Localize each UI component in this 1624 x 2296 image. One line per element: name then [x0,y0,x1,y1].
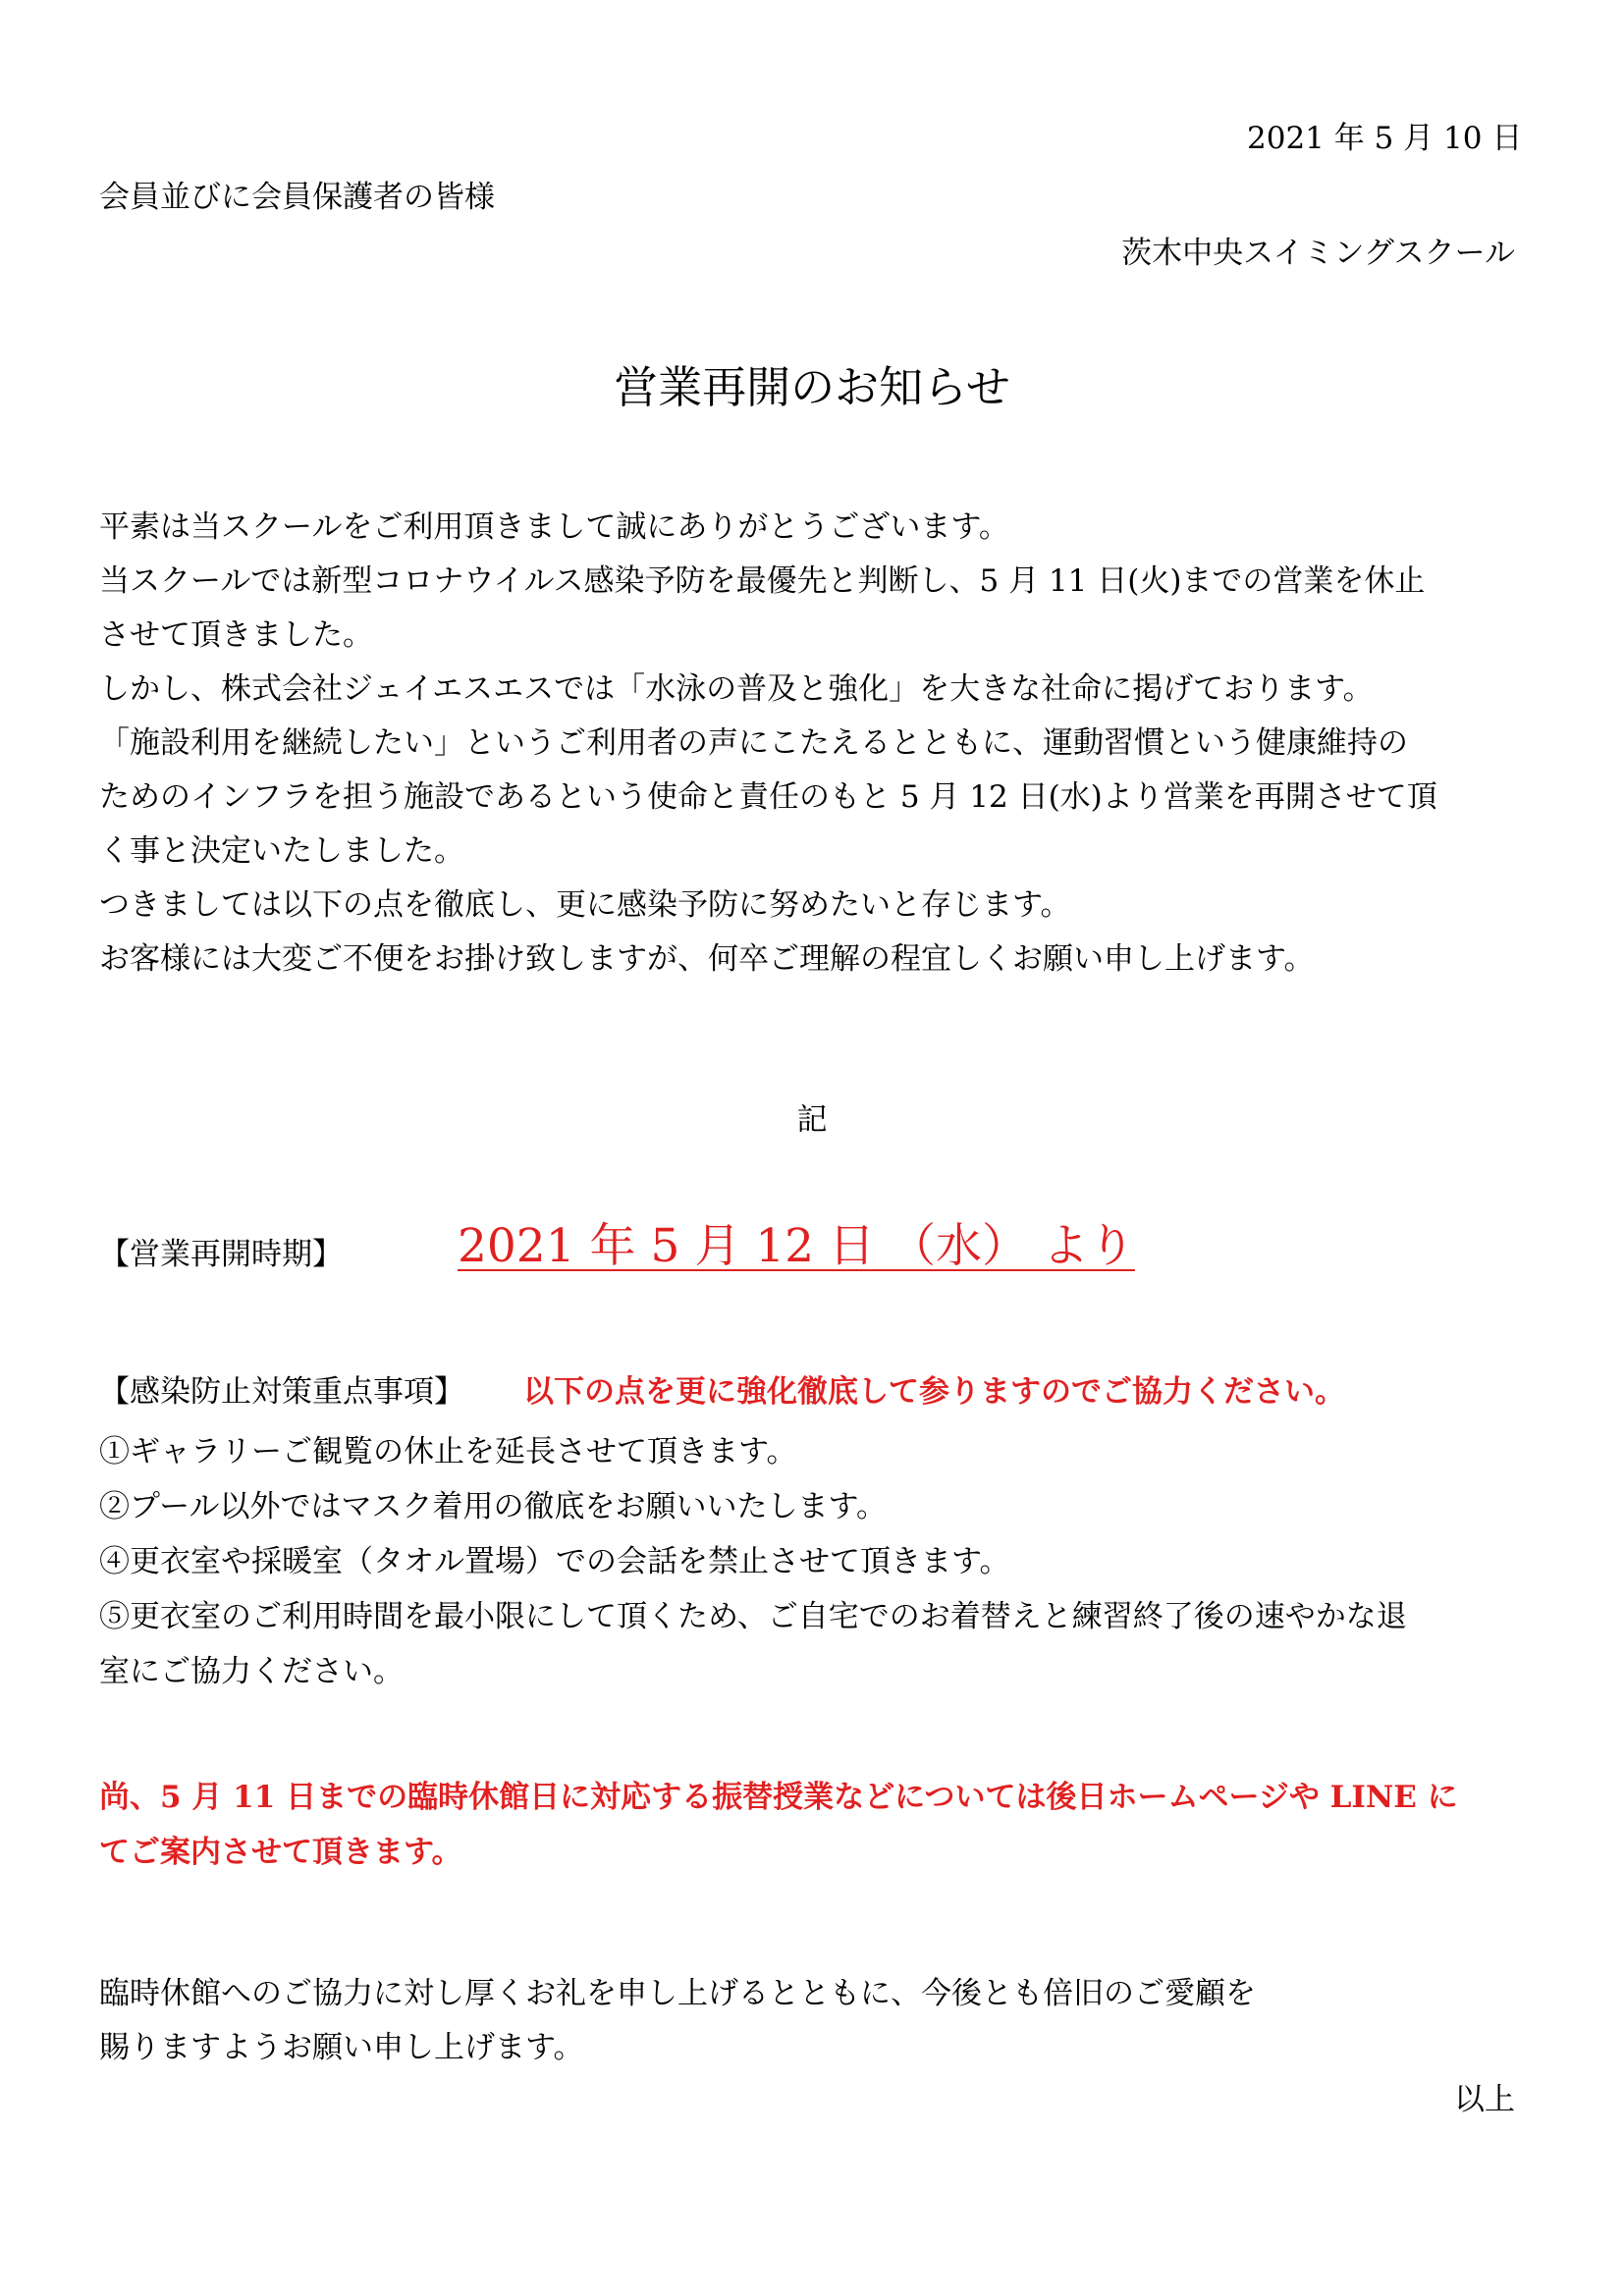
measure-item-continued: 室にご協力ください。 [99,1654,404,1689]
body-line: つきましては以下の点を徹底し、更に感染予防に努めたいと存じます。 [99,887,1071,923]
measure-item: ②プール以外ではマスク着用の徹底をお願いいたします。 [99,1489,887,1524]
body-line: 当スクールでは新型コロナウイルス感染予防を最優先と判断し、5 月 11 日(火)までの営業を休止 [99,563,1426,599]
body-line: させて頂きました。 [99,617,373,653]
body-line: く事と決定いたしました。 [99,833,464,869]
body-line: 「施設利用を継続したい」というご利用者の声にこたえるとともに、運動習慣という健康維持の [99,725,1408,761]
reopen-date: 2021 年 5 月 12 日 （水） より [458,1219,1135,1273]
measure-item: ④更衣室や採暖室（タオル置場）での会話を禁止させて頂きます。 [99,1544,1010,1579]
measures-heading: 【感染防止対策重点事項】 [99,1374,464,1410]
body-paragraph [99,501,1533,987]
closing-line: 賜りますようお願い申し上げます。 [99,2030,584,2065]
body-line: しかし、株式会社ジェイエスエスでは「水泳の普及と強化」を大きな社命に掲げております。 [99,671,1374,707]
reopen-label: 【営業再開時期】 [99,1237,343,1272]
measures-note: 以下の点を更に強化徹底して参りますのでご協力ください。 [523,1374,1345,1410]
body-line: 平素は当スクールをご利用頂きまして誠にありがとうございます。 [99,509,1009,545]
document-title: 営業再開のお知らせ [614,361,1010,413]
red-notice-line: 尚、5 月 11 日までの臨時休館日に対応する振替授業などについては後日ホームページや LINE に [99,1780,1458,1815]
measures-list [99,1424,1533,1699]
end-marker: 以上 [1454,2082,1515,2117]
closing-paragraph [99,1967,1533,2075]
measure-item: ⑤更衣室のご利用時間を最小限にして頂くため、ご自宅でのお着替えと練習終了後の速やかな退 [99,1599,1407,1634]
issue-date: 2021 年 5 月 10 日 [1247,121,1523,156]
measure-item: ①ギャラリーご観覧の休止を延長させて頂きます。 [99,1434,797,1469]
body-line: お客様には大変ご不便をお掛け致しますが、何卒ご理解の程宜しくお願い申し上げます。 [99,941,1315,977]
red-notice-line: てご案内させて頂きます。 [99,1835,462,1870]
recipient-line: 会員並びに会員保護者の皆様 [99,180,495,215]
closing-line: 臨時休館へのご協力に対し厚くお礼を申し上げるとともに、今後とも倍旧のご愛顧を [99,1976,1256,2011]
body-line: ためのインフラを担う施設であるという使命と責任のもと 5 月 12 日(水)より営業を再開させて頂 [99,779,1437,815]
ki-marker: 記 [796,1102,828,1138]
red-notice [99,1770,1533,1880]
sender-line: 茨木中央スイミングスクール [1121,236,1515,271]
